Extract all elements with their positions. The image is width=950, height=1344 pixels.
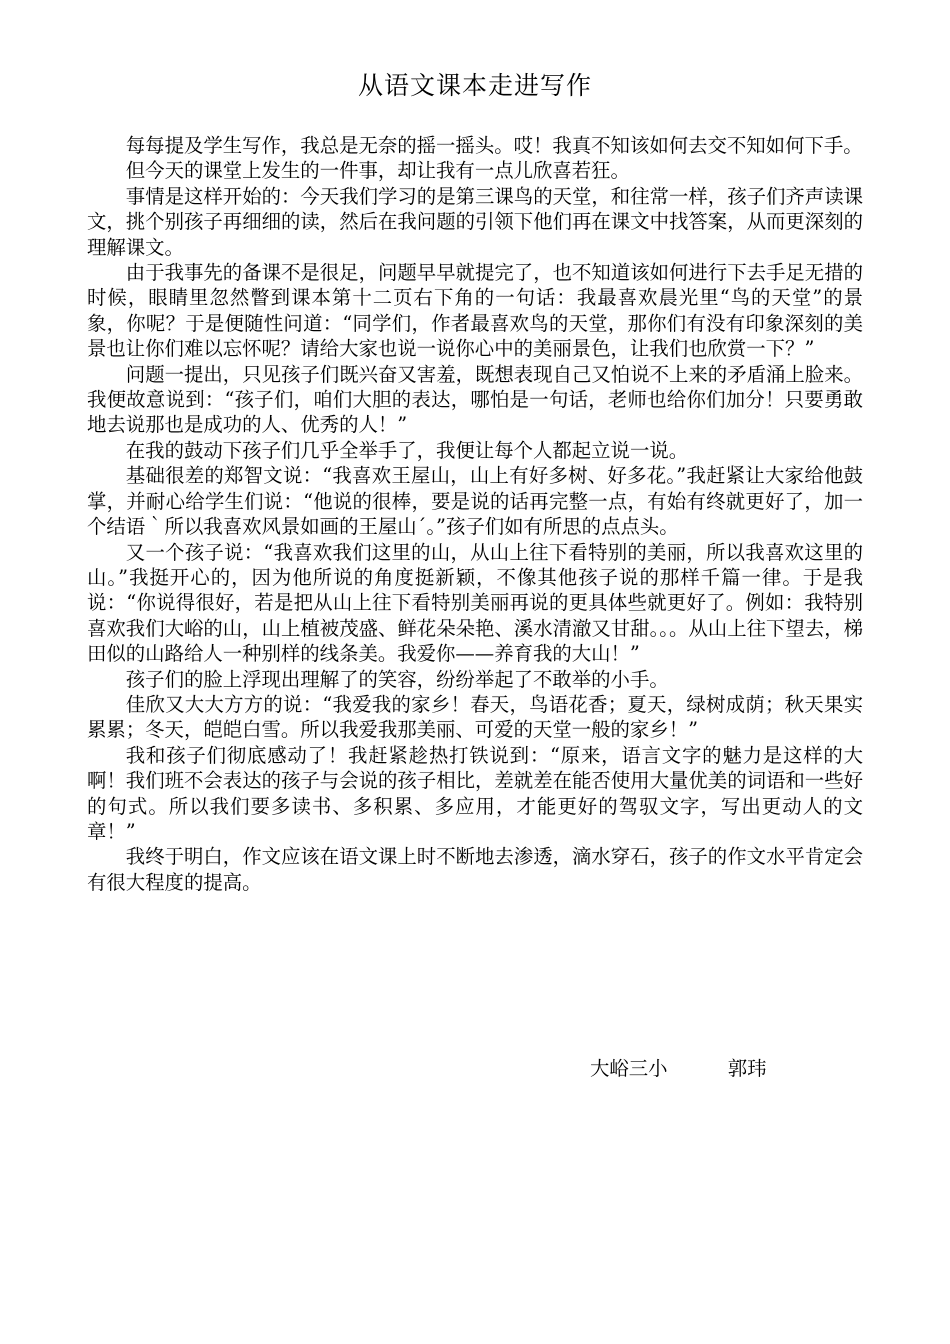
- paragraph-10: 佳欣又大大方方的说：“我爱我的家乡！春天，鸟语花香；夏天，绿树成荫；秋天果实累累；冬天，皑皑白雪。所以我爱我那美丽、可爱的天堂一般的家乡！”: [87, 692, 863, 742]
- signature: [590, 1056, 767, 1082]
- paragraph-3: 事情是这样开始的：今天我们学习的是第三课鸟的天堂，和往常一样，孩子们齐声读课文，挑个别孩子再细细的读，然后在我问题的引领下他们再在课文中找答案，从而更深刻的理解课文。: [87, 184, 863, 259]
- paragraph-11: 我和孩子们彻底感动了！我赶紧趁热打铁说到：“原来，语言文字的魅力是这样的大啊！我们班不会表达的孩子与会说的孩子相比，差就差在能否使用大量优美的词语和一些好的句式。所以我们要多读书、多积累、多应用，才能更好的驾驭文字，写出更动人的文章！”: [87, 743, 863, 843]
- paragraph-1: 每每提及学生写作，我总是无奈的摇一摇头。哎！我真不知该如何去交不知如何下手。: [125, 134, 863, 157]
- paragraph-9: 孩子们的脸上浮现出理解了的笑容，纷纷举起了不敢举的小手。: [125, 667, 669, 691]
- paragraph-8: 又一个孩子说：“我喜欢我们这里的山，从山上往下看特别的美丽，所以我喜欢这里的山。”我挺开心的，因为他所说的角度挺新颖，不像其他孩子说的那样千篇一律。于是我说：“你说得很好，若是把从山上往下看特别美丽再说的更具体些就更好了。例如：我特别喜欢我们大峪的山，山上植被茂盛、鲜花朵朵艳、溪水清澈又甘甜。。。从山上往下望去，梯田似的山路给人一种别样的线条美。我爱你——养育我的大山！”: [87, 540, 863, 666]
- paragraph-6: 在我的鼓动下孩子们几乎全举手了，我便让每个人都起立说一说。: [125, 438, 689, 462]
- paragraph-4: 由于我事先的备课不是很足，问题早早就提完了，也不知道该如何进行下去手足无措的时候，眼睛里忽然瞥到课本第十二页右下角的一句话：我最喜欢晨光里“鸟的天堂”的景象，你呢？于是便随性问道：“同学们，作者最喜欢鸟的天堂，那你们有没有印象深刻的美景也让你们难以忘怀呢？请给大家也说一说你心中的美丽景色，让我们也欣赏一下？”: [87, 261, 863, 361]
- paragraph-2: 但今天的课堂上发生的一件事，却让我有一点儿欣喜若狂。: [125, 159, 630, 183]
- signature-author: 郭玮: [727, 1057, 767, 1080]
- signature-school: 大峪三小: [590, 1057, 668, 1080]
- paragraph-5: 问题一提出，只见孩子们既兴奋又害羞，既想表现自己又怕说不上来的矛盾涌上脸来。我便故意说到：“孩子们，咱们大胆的表达，哪怕是一句话，老师也给你们加分！只要勇敢地去说那也是成功的人、优秀的人！”: [87, 362, 863, 437]
- document-title: 从语文课本走进写作: [357, 71, 592, 100]
- paragraph-7: 基础很差的郑智文说：“我喜欢王屋山，山上有好多树、好多花。”我赶紧让大家给他鼓掌，并耐心给学生们说：“他说的很棒，要是说的话再完整一点，有始有终就更好了，加一个结语｀所以我喜欢风景如画的王屋山´。”孩子们如有所思的点点头。: [87, 464, 863, 539]
- paragraph-12: 我终于明白，作文应该在语文课上时不断地去渗透，滴水穿石，孩子的作文水平肯定会有很大程度的提高。: [87, 845, 863, 894]
- document-body: [87, 133, 863, 895]
